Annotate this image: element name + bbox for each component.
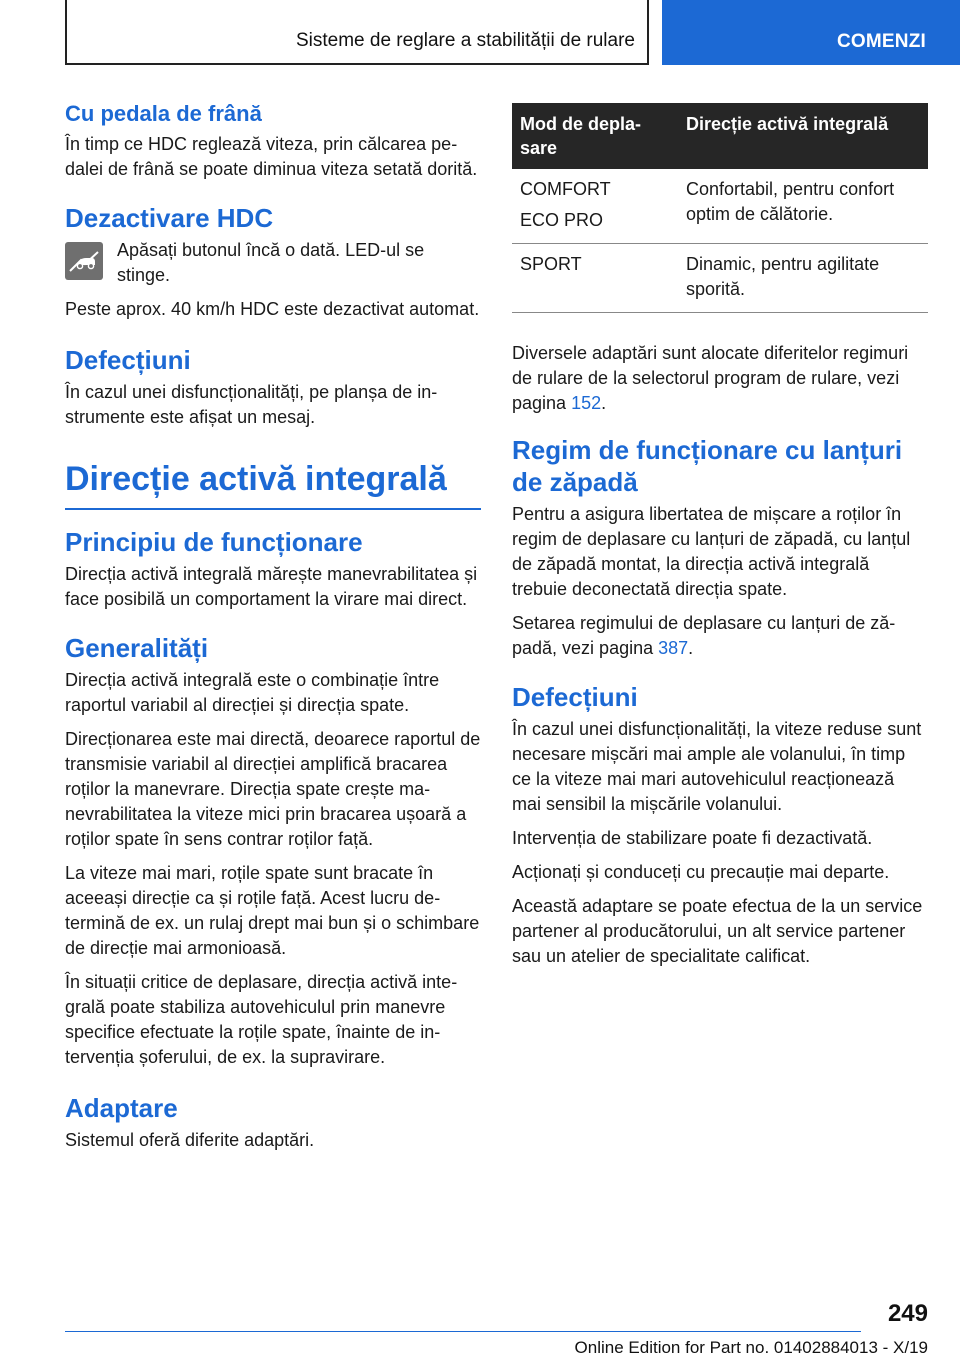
hdc-deactivate-text: Peste aprox. 40 km/h HDC este dezactivat automat.: [65, 299, 480, 319]
fault-text-left: În cazul unei disfuncționalități, pe planșa de instrumente este afișat un mesaj.: [65, 382, 438, 427]
header-section-box: [65, 0, 649, 65]
principle-heading: Principiu de funcționare: [65, 527, 363, 557]
table-header-row: [512, 103, 928, 169]
right-column: [512, 103, 928, 978]
general-paragraph-2: Direcționarea este mai directă, deoarece raportul de transmisie variabil al direcției amplifică bracarea roților la manevrare. Direcția spate crește manevrabilitatea la viteze mici prin bracarea ușoară a roților spate în sens contrar roților față.: [65, 729, 481, 849]
fault-paragraph-4: Această adaptare se poate efectua de la un service partener al producătorului, un alt service partener sau un atelier de specialitate calificat.: [512, 896, 923, 966]
general-paragraph-3: La viteze mai mari, roțile spate sunt bracate în aceeași direcție ca și roțile față. Acest lucru determină de ex. un rulaj drept mai bun și o schimbare de direcție mai armonioasă.: [65, 863, 480, 958]
hdc-step-text: Apăsați butonul încă o dată. LED-ul se stinge.: [117, 240, 425, 285]
snow-chains-heading: Regim de funcționare cu lanțuri de zăpadă: [512, 435, 903, 497]
fault-heading-left: Defecțiuni: [65, 345, 191, 375]
adapt-text-after: .: [601, 393, 607, 413]
general-paragraph-4: În situații critice de deplasare, direcția activă integrală poate stabiliza autovehiculul prin manevre specifice efectuate la roțile spate, înainte de intervenția șoferului, de ex. la supravirare.: [65, 972, 458, 1067]
table-row: [512, 169, 928, 244]
footer-divider: [65, 1331, 861, 1332]
table-cell-description: Confortabil, pentru confort optim de călătorie.: [678, 169, 928, 244]
fault-heading-right: Defecțiuni: [512, 682, 638, 712]
table-cell-description: Dinamic, pentru agilitate sporită.: [678, 244, 928, 313]
hdc-button-icon: [65, 242, 103, 280]
table-mode-sport: SPORT: [520, 254, 582, 274]
snow-chains-text-after: .: [688, 638, 694, 658]
brake-pedal-heading: Cu pedala de frână: [65, 101, 262, 126]
header-section-title: Sisteme de reglare a stabilității de rulare: [295, 30, 635, 51]
fault-paragraph-3: Acționați și conduceți cu precauție mai departe.: [512, 862, 890, 882]
table-header-mode: Mod de deplasare: [512, 103, 678, 169]
left-column: [65, 100, 481, 1162]
brake-pedal-text: În timp ce HDC reglează viteza, prin călcarea pedalei de frână se poate diminua viteza setată dorită.: [65, 134, 478, 179]
table-header-steering: Direcție activă integrală: [678, 103, 928, 169]
snow-chains-paragraph-1: Pentru a asigura libertatea de mișcare a roților în regim de deplasare cu lanțuri de zăpadă, cu lanțul de zăpadă montat, la direcția activă integrală trebuie deconectată direcția spate.: [512, 504, 911, 599]
hdc-deactivate-heading: Dezactivare HDC: [65, 203, 274, 233]
table-row: [512, 244, 928, 313]
principle-text: Direcția activă integrală mărește manevrabilitatea și face posibilă un comportament la virare mai direct.: [65, 564, 478, 609]
page-link-152[interactable]: 152: [571, 393, 602, 413]
general-paragraph-1: Direcția activă integrală este o combinație între raportul variabil al direcției și direcția spate.: [65, 670, 440, 715]
snow-chains-text-before: Setarea regimului de deplasare cu lanțuri de zăpadă, vezi pagina: [512, 613, 896, 658]
adapt-heading: Adaptare: [65, 1093, 178, 1123]
header-chapter-tab[interactable]: [662, 0, 960, 65]
fault-paragraph-1: În cazul unei disfuncționalități, la viteze reduse sunt necesare mișcări mai ample ale volanului, în timp ce la viteze mai mari autovehiculul reacționează mai sensibil la mișcările volanului.: [512, 719, 922, 814]
table-cell-mode: [512, 169, 678, 244]
page-number: 249: [887, 1300, 928, 1327]
table-cell-mode: [512, 244, 678, 313]
table-mode-comfort: COMFORT: [520, 179, 611, 199]
chapter-heading: Direcție activă integrală: [65, 458, 481, 510]
drive-mode-table: [512, 103, 928, 313]
header-chapter-tab-label: COMENZI: [836, 31, 926, 52]
adapt-text-before: Diversele adaptări sunt alocate diferitelor regimuri de rulare de la selectorul program de rulare, vezi pagina: [512, 343, 909, 413]
fault-paragraph-2: Intervenția de stabilizare poate fi dezactivată.: [512, 828, 873, 848]
snow-chains-paragraph-2: [512, 611, 928, 661]
adapt-text-left: Sistemul oferă diferite adaptări.: [65, 1130, 315, 1150]
general-heading: Generalități: [65, 633, 209, 663]
page-link-387[interactable]: 387: [658, 638, 689, 658]
adapt-text-right: [512, 341, 928, 416]
hdc-step: [65, 238, 481, 288]
footer-edition-text: Online Edition for Part no. 01402884013 - X/19: [574, 1338, 928, 1357]
table-mode-eco-pro: ECO PRO: [520, 210, 604, 230]
